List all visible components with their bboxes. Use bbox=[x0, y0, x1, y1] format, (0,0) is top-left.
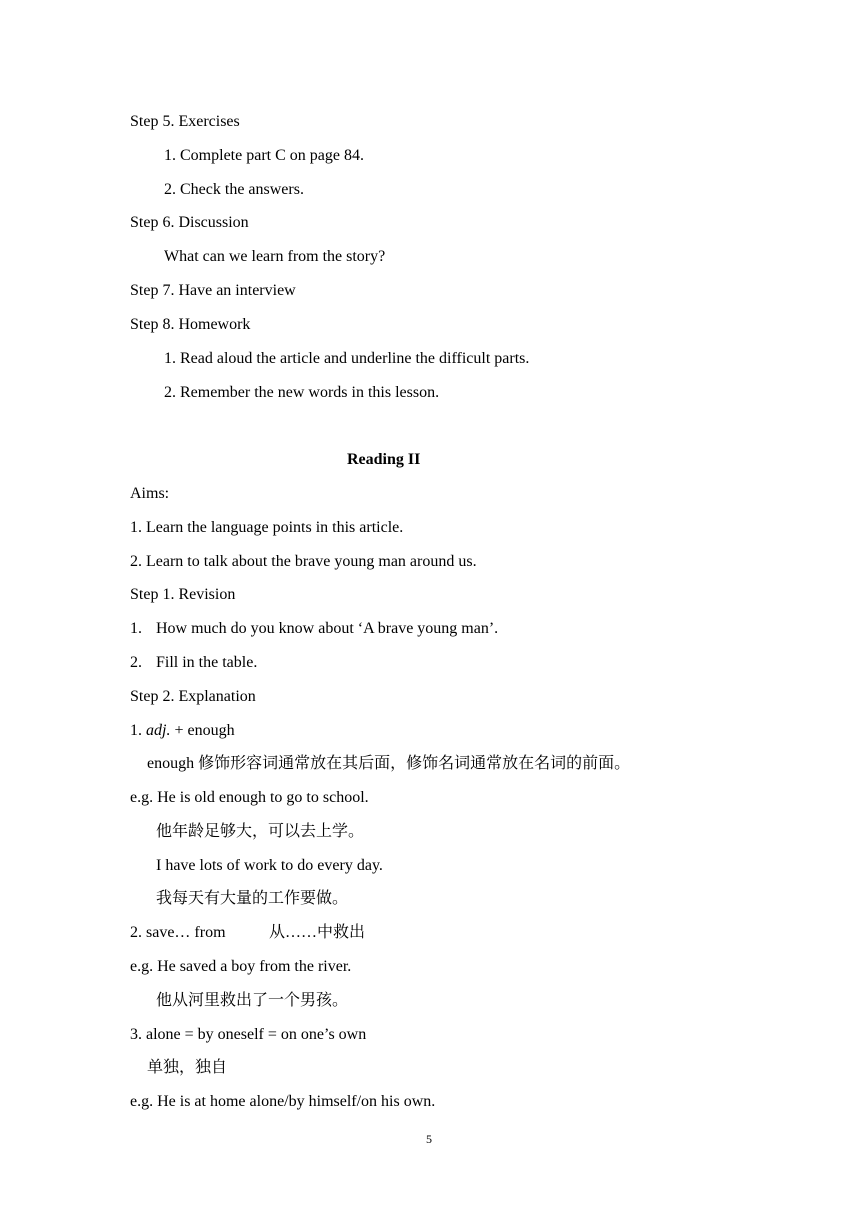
revision-item-2-number: 2. bbox=[130, 654, 142, 671]
page-number: 5 bbox=[426, 1132, 432, 1146]
point1-example-2: I have lots of work to do every day. bbox=[156, 857, 383, 874]
aim-item-1: 1. Learn the language points in this article. bbox=[130, 519, 404, 536]
aim-item-2: 2. Learn to talk about the brave young man around us. bbox=[130, 553, 477, 570]
point3-heading: 3. alone = by oneself = on one’s own bbox=[130, 1026, 367, 1043]
point1-rest: + enough bbox=[170, 722, 235, 739]
aims-label: Aims: bbox=[130, 485, 170, 502]
step8-item-2: 2. Remember the new words in this lesson. bbox=[164, 384, 440, 401]
point1-heading bbox=[130, 721, 235, 741]
point3-meaning: 单独，独自 bbox=[147, 1059, 228, 1076]
step8-heading: Step 8. Homework bbox=[130, 316, 251, 333]
point2-meaning: 从……中救出 bbox=[269, 924, 366, 941]
point3-example: e.g. He is at home alone/by himself/on his own. bbox=[130, 1093, 436, 1110]
point1-adj: adj. bbox=[146, 722, 171, 739]
revision-item-1-text: How much do you know about ‘A brave young man’. bbox=[156, 620, 499, 637]
point1-example-2-translation: 我每天有大量的工作要做。 bbox=[156, 890, 349, 907]
step1-heading: Step 1. Revision bbox=[130, 586, 236, 603]
revision-item-1-number: 1. bbox=[130, 620, 142, 637]
step5-item-1: 1. Complete part C on page 84. bbox=[164, 147, 364, 164]
point1-example-1-translation: 他年龄足够大，可以去上学。 bbox=[156, 823, 365, 840]
step5-item-2: 2. Check the answers. bbox=[164, 181, 304, 198]
point1-example-1: e.g. He is old enough to go to school. bbox=[130, 789, 369, 806]
step2-heading: Step 2. Explanation bbox=[130, 688, 256, 705]
point2-example: e.g. He saved a boy from the river. bbox=[130, 958, 352, 975]
point2-heading: 2. save… from bbox=[130, 924, 226, 941]
step6-question: What can we learn from the story? bbox=[164, 248, 386, 265]
section-title: Reading II bbox=[347, 451, 421, 468]
point1-number: 1. bbox=[130, 722, 146, 739]
revision-item-2-text: Fill in the table. bbox=[156, 654, 258, 671]
step6-heading: Step 6. Discussion bbox=[130, 214, 249, 231]
step8-item-1: 1. Read aloud the article and underline the difficult parts. bbox=[164, 350, 530, 367]
step7-heading: Step 7. Have an interview bbox=[130, 282, 296, 299]
step5-heading: Step 5. Exercises bbox=[130, 113, 240, 130]
point1-note: enough 修饰形容词通常放在其后面，修饰名词通常放在名词的前面。 bbox=[147, 755, 631, 772]
point2-example-translation: 他从河里救出了一个男孩。 bbox=[156, 992, 349, 1009]
